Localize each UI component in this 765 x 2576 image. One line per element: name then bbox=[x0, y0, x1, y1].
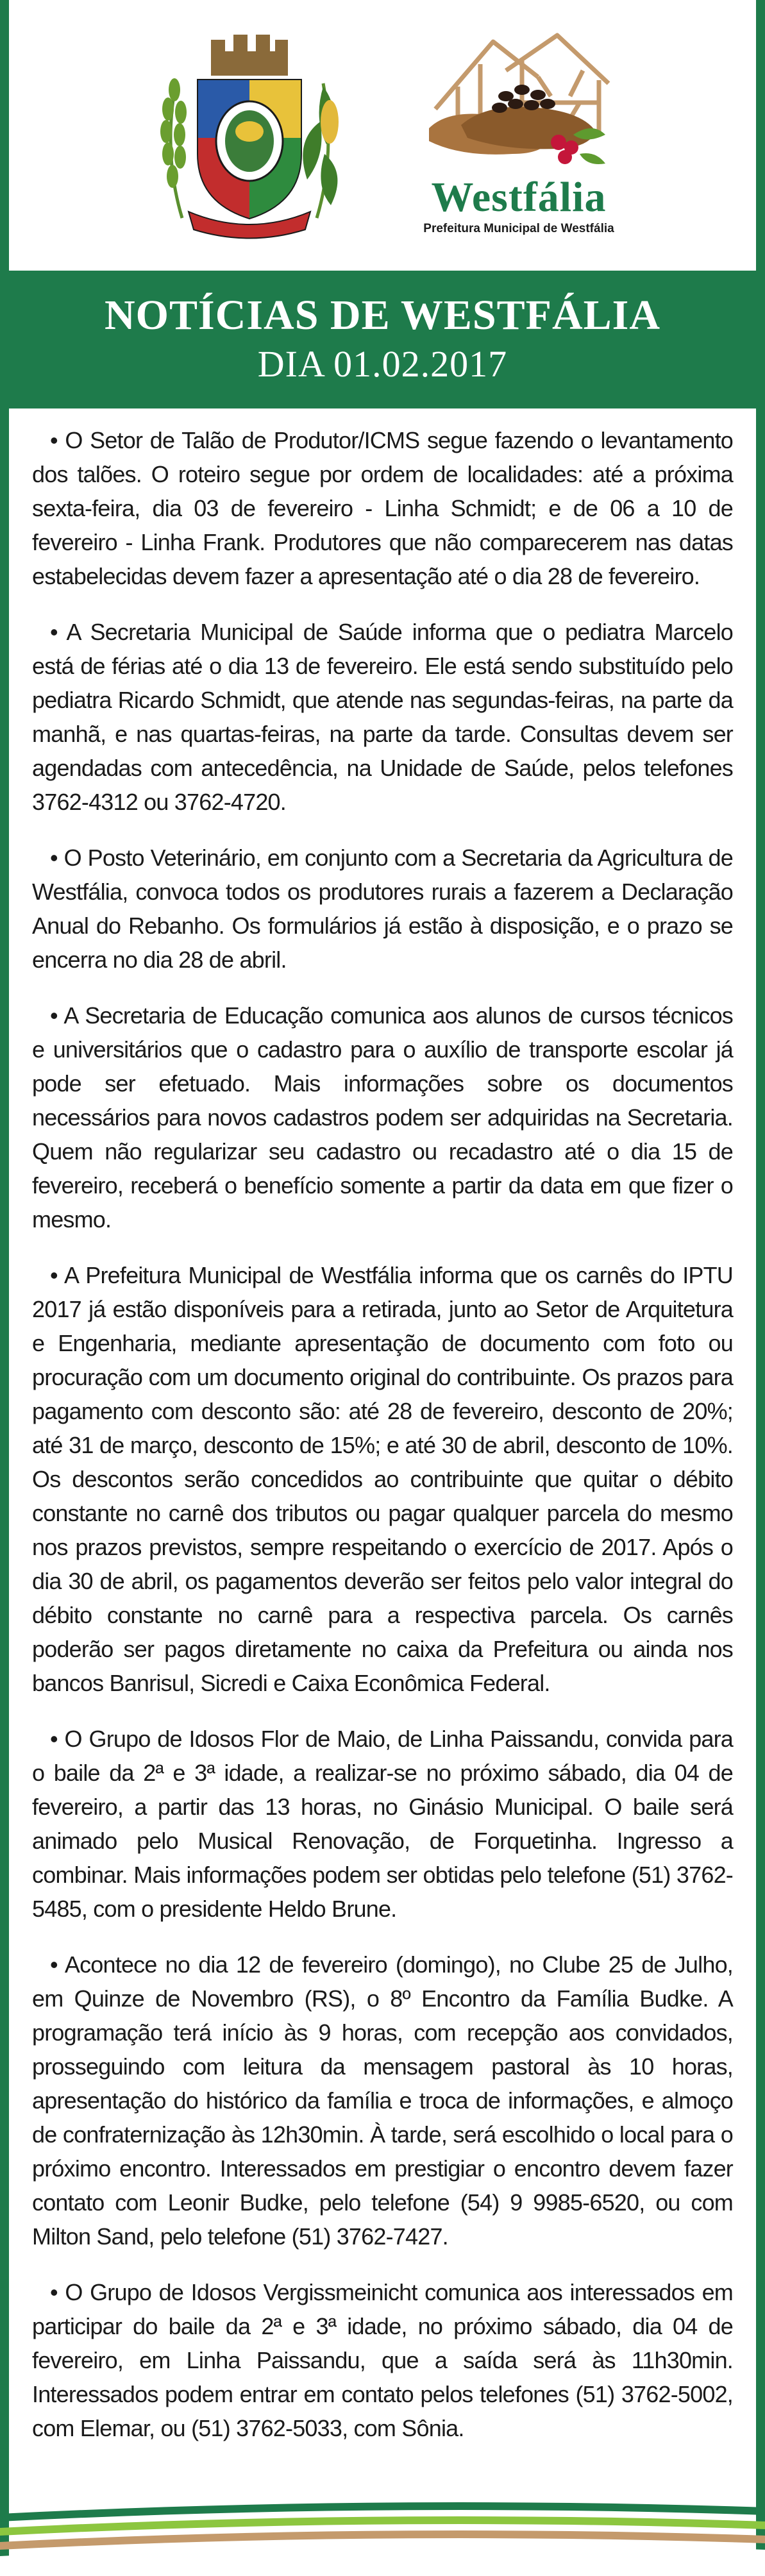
news-item: • Acontece no dia 12 de fevereiro (domingo), no Clube 25 de Julho, em Quinze de Novembro (RS), o 8º Encontro da Família Budke. A programação terá início às 9 horas, com recepção aos convidados, prosseguindo com leitura da mensagem pastoral às 10 horas, apresentação do histórico da família e troca de informações, e almoço de confraternização às 12h30min. À tarde, será escolhido o local para o próximo encontro. Interessados em prestigiar o encontro devem fazer contato com Leonir Budke, pelo telefone (54) 9 9985-6520, ou com Milton Sand, pelo telefone (51) 3762-7427. bbox=[32, 1951, 733, 2250]
page-title: NOTÍCIAS DE WESTFÁLIA bbox=[104, 292, 660, 339]
news-item: • O Setor de Talão de Produtor/ICMS segue fazendo o levantamento dos talões. O roteiro segue por ordem de localidades: até a próxima sexta-feira, dia 03 de fevereiro - Linha Schmidt; e de 06 a 10 de fevereiro - Linha Frank. Produtores que não comparecerem nas datas estabelecidas devem fazer a apresentação até o dia 28 de fevereiro. bbox=[32, 427, 733, 589]
news-item: • A Prefeitura Municipal de Westfália informa que os carnês do IPTU 2017 já estão disponíveis para a retirada, junto ao Setor de Arquitetura e Engenharia, mediante apresentação de documento com foto ou procuração com um documento original do contribuinte. Os prazos para pagamento com desconto são: até 28 de fevereiro, desconto de 20%; até 31 de março, desconto de 15%; e até 30 de abril, desconto de 10%. Os descontos serão concedidos ao contribuinte que quitar o débito constante no carnê dos tributos ou pagar qualquer parcela do mesmo nos prazos previstos, sempre respeitando o exercício de 2017. Após o dia 30 de abril, os pagamentos deverão ser feitos pelo valor integral do débito constante no carnê para a respectiva parcela. Os carnês poderão ser pagos diretamente no caixa da Prefeitura ou ainda nos bancos Banrisul, Sicredi e Caixa Econômica Federal. bbox=[32, 1262, 733, 1696]
half-timbered-house-icon bbox=[410, 26, 628, 173]
news-item: • O Grupo de Idosos Flor de Maio, de Linha Paissandu, convida para o baile da 2ª e 3ª idade, a realizar-se no próximo sábado, dia 04 de fevereiro, a partir das 13 horas, no Ginásio Municipal. O baile será animado pelo Musical Renovação, de Forquetinha. Ingresso a combinar. Mais informações podem ser obtidas pelo telefone (51) 3762-5485, com o presidente Heldo Brune. bbox=[32, 1726, 733, 1922]
westfalia-logo bbox=[410, 26, 628, 247]
logo-wordmark: Westfália bbox=[431, 174, 607, 221]
footer-stripes bbox=[0, 2488, 765, 2576]
news-item: • A Secretaria de Educação comunica aos alunos de cursos técnicos e universitários que o cadastro para o auxílio de transporte escolar já pode ser efetuado. Mais informações sobre os documentos necessários para novos cadastros podem ser adquiridas na Secretaria. Quem não regularizar seu cadastro ou recadastro até o dia 15 de fevereiro, receberá o benefício somente a partir da data em que fizer o mesmo. bbox=[32, 1002, 733, 1233]
page-date: DIA 01.02.2017 bbox=[257, 343, 508, 385]
news-item: • A Secretaria Municipal de Saúde informa que o pediatra Marcelo está de férias até o dia 13 de fevereiro. Ele está sendo substituído pelo pediatra Ricardo Schmidt, que atende nas segundas-feiras, na parte da manhã, e nas quartas-feiras, na parte da tarde. Consultas devem ser agendadas com antecedência, na Unidade de Saúde, pelos telefones 3762-4312 ou 3762-4720. bbox=[32, 619, 733, 815]
logo-subtitle: Prefeitura Municipal de Westfália bbox=[423, 222, 614, 235]
news-item: • O Grupo de Idosos Vergissmeinicht comunica aos interessados em participar do baile da 2ª e 3ª idade, no próximo sábado, dia 04 de fevereiro, em Linha Paissandu, que a saída será às 11h30min. Interessados podem entrar em contato pelos telefones (51) 3762-5002, com Elemar, ou (51) 3762-5033, com Sônia. bbox=[32, 2279, 733, 2441]
masthead bbox=[9, 0, 756, 269]
title-banner bbox=[0, 271, 765, 408]
news-list bbox=[32, 423, 733, 2467]
municipal-coat-of-arms-icon bbox=[137, 26, 362, 247]
news-item: • O Posto Veterinário, em conjunto com a Secretaria da Agricultura de Westfália, convoca todos os produtores rurais a fazerem a Declaração Anual do Rebanho. Os formulários já estão à disposição, e o prazo se encerra no dia 28 de abril. bbox=[32, 845, 733, 973]
